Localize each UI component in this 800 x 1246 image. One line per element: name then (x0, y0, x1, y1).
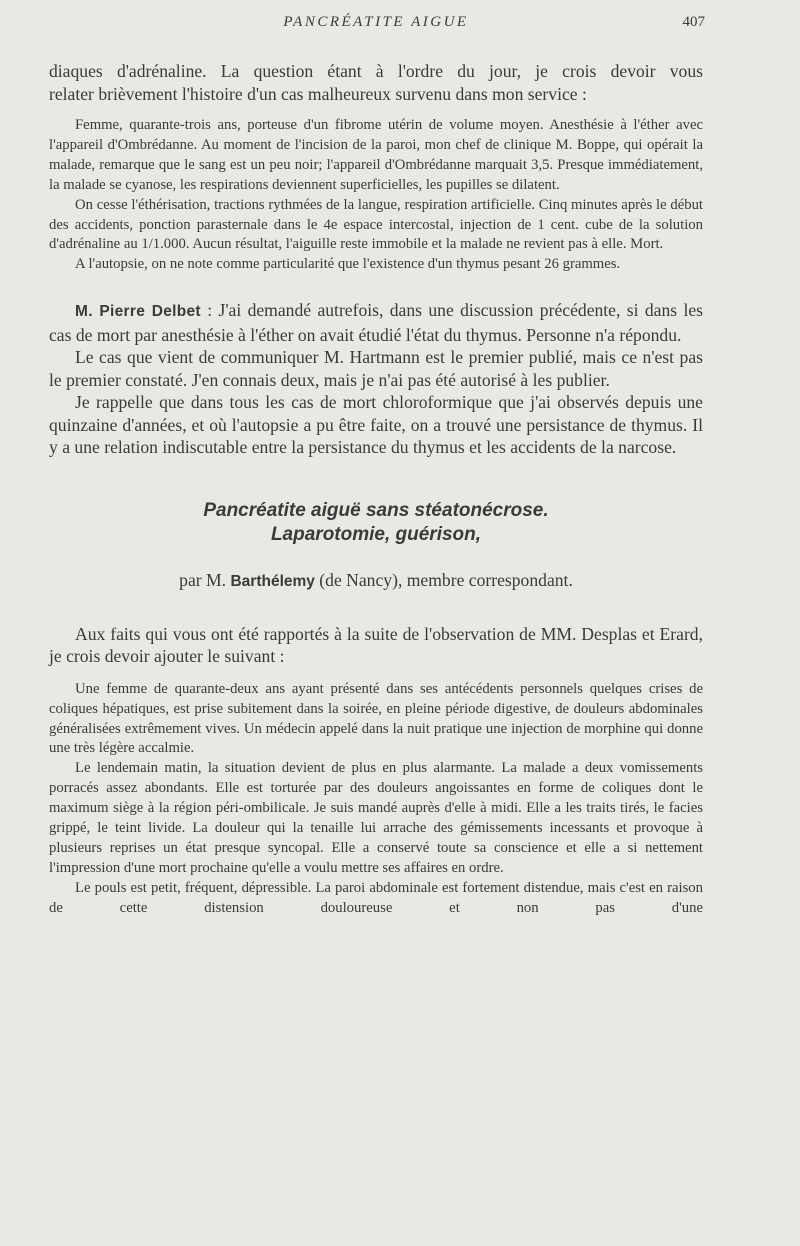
byline-author: Barthélemy (230, 572, 315, 590)
running-header (49, 14, 703, 38)
page-number: 407 (682, 14, 705, 30)
case2-paragraph: Une femme de quarante-deux ans ayant présenté dans ses antécédents personnels quelques crises de coliques hépatiques, est prise subitement dans la soirée, en pleine période digestive, de douleurs abdominales généralisées extrêmement vives. Un médecin appelé dans la nuit pratique une injection de morphine qui donne une très légère accalmie. (49, 680, 703, 757)
case2-paragraph: Le pouls est petit, fréquent, dépressible. La paroi abdominale est fortement distendue, mais c'est en raison de cette distension douloureuse et non pas d'une (49, 879, 703, 916)
section-byline (49, 569, 703, 593)
intro-line-1: diaques d'adrénaline. La question étant à l'ordre du jour, je crois devoir vous (49, 61, 703, 81)
running-title: PANCRÉATITE AIGUE (283, 14, 469, 30)
intro-line-2: relater brièvement l'histoire d'un cas malheureux survenu dans mon service : (49, 83, 587, 104)
byline-prefix: par M. (179, 569, 231, 590)
page-body (49, 60, 703, 919)
speaker-name: M. Pierre Delbet (75, 303, 201, 321)
delbet-paragraph: Le cas que vient de communiquer M. Hartmann est le premier publié, mais ce n'est pas le premier constaté. J'en connais deux, mais je n'ai pas été autorisé à les publier. (49, 347, 703, 390)
delbet-paragraph (49, 299, 703, 346)
case1-paragraph: A l'autopsie, on ne note comme particularité que l'existence d'un thymus pesant 26 grammes. (75, 256, 621, 273)
section-title-line-2: Laparotomie, guérison, (270, 523, 482, 545)
byline-suffix: (de Nancy), membre correspondant. (314, 569, 573, 590)
delbet-paragraph: Je rappelle que dans tous les cas de mort chloroformique que j'ai observés depuis une quinzaine d'années, et où l'autopsie a pu être faite, on a trouvé une persistance de thymus. Il y a une relation indiscutable entre la persistance du thymus et les accidents de la narcose. (49, 392, 703, 458)
case2-paragraph: Le lendemain matin, la situation devient de plus en plus alarmante. La malade a deux vomissements porracés assez abondants. Elle est torturée par des douleurs angoissantes en forme de coliques dont le maximum siège à la région péri-ombilicale. Je suis mandé auprès d'elle à midi. Elle a les traits tirés, le facies grippé, le teint livide. La douleur qui la tenaille lui arrache des gémissements incessants et provoque à plusieurs reprises un état presque syncopal. Elle a conservé toute sa conscience et elle a si nettement l'impression d'une mort prochaine qu'elle a voulu mettre ses affaires en ordre. (49, 760, 703, 876)
section-title-line-1: Pancréatite aiguë sans stéatonécrose. (203, 499, 549, 521)
section-intro: Aux faits qui vous ont été rapportés à la suite de l'observation de MM. Desplas et Erard, je crois devoir ajouter le suivant : (49, 623, 703, 667)
delbet-text: : J'ai demandé autrefois, dans une discussion précédente, si dans les cas de mort par anesthésie à l'éther on avait étudié l'état du thymus. Personne n'a répondu. (49, 300, 704, 345)
case1-paragraph: Femme, quarante-trois ans, porteuse d'un fibrome utérin de volume moyen. Anesthésie à l'éther avec l'appareil d'Ombrédanne. Au moment de l'incision de la paroi, mon chef de clinique M. Boppe, qui opérait la malade, remarque que le sang est un peu noir; l'appareil d'Ombrédanne marquait 3,5. Presque immédiatement, la malade se cyanose, les respirations deviennent superficielles, les pupilles se dilatent. (49, 117, 703, 193)
case1-paragraph: On cesse l'éthérisation, tractions rythmées de la langue, respiration artificielle. Cinq minutes après le début des accidents, ponction parasternale dans le 4e espace intercostal, injection de 1 cent. cube de la solution d'adrénaline au 1/1.000. Aucun résultat, l'aiguille reste immobile et la malade ne revient pas à elle. Mort. (49, 196, 703, 253)
